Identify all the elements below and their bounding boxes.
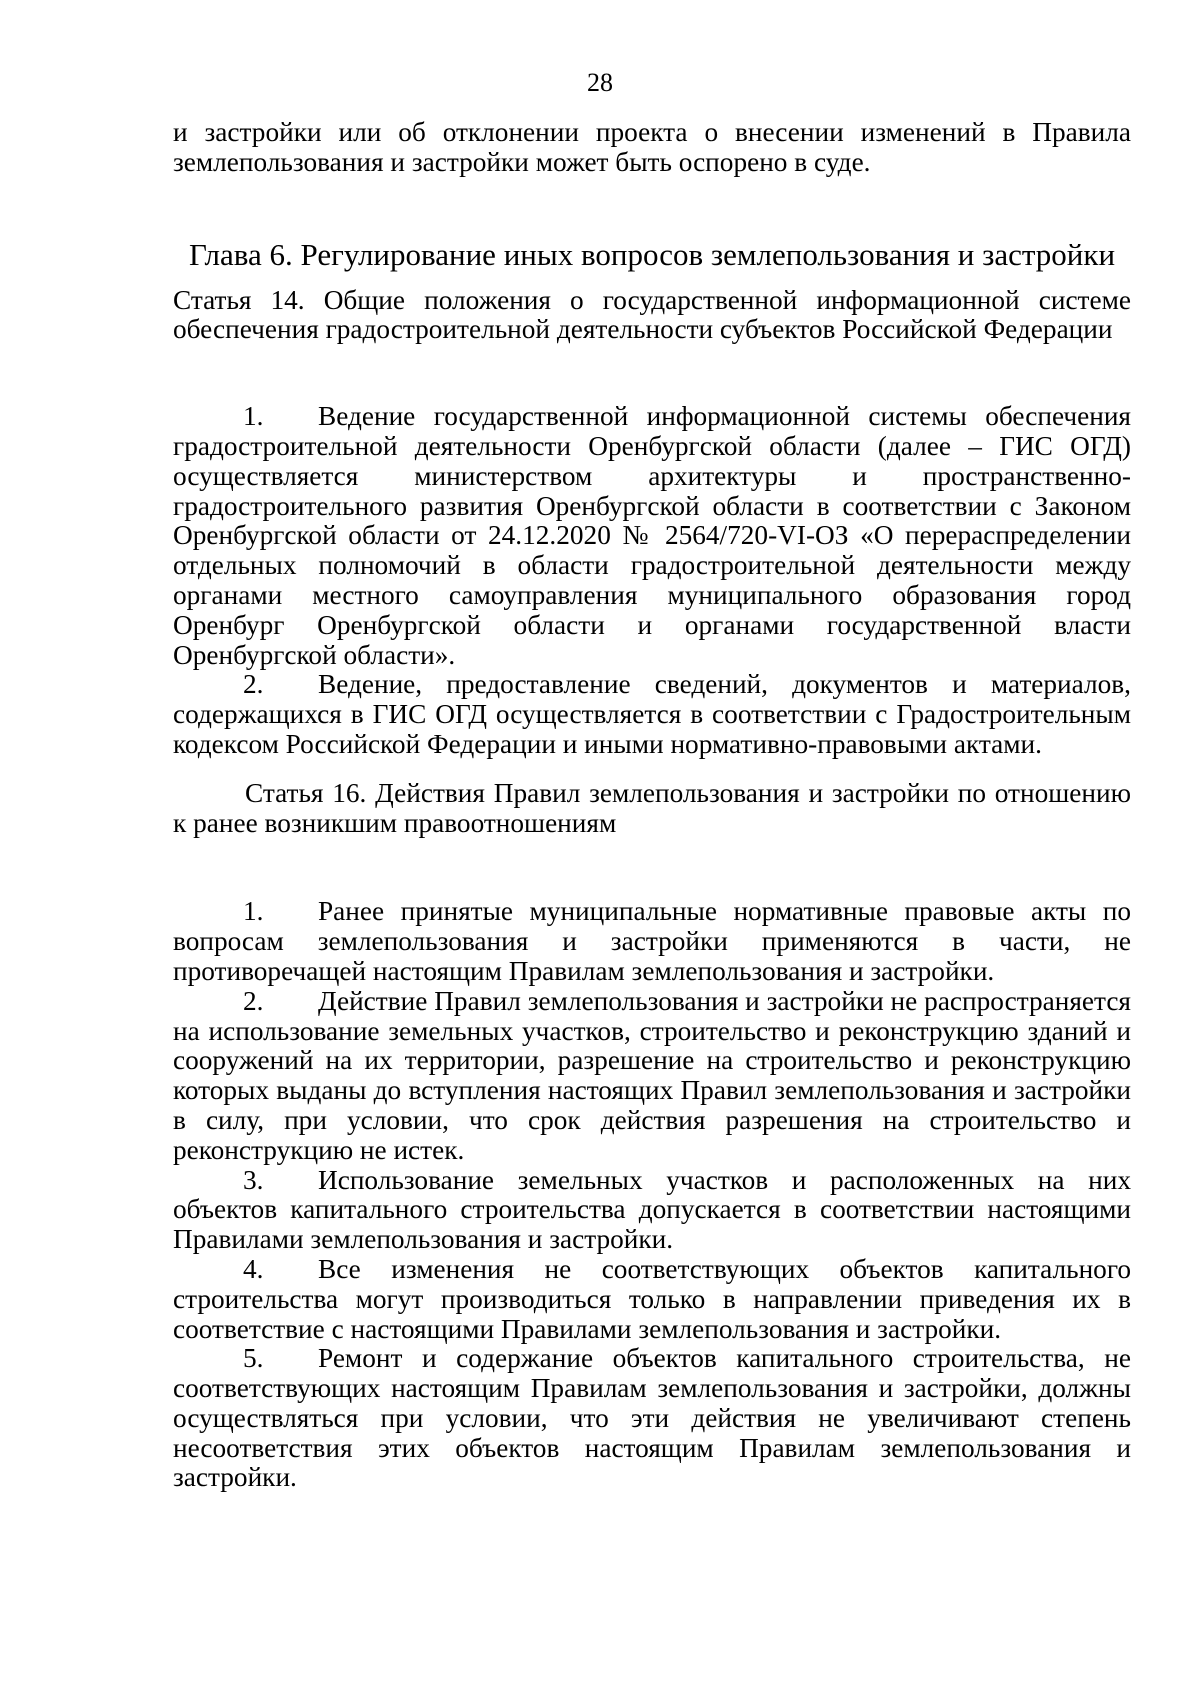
list-item-number: 1. [243, 401, 264, 432]
chapter-heading: Глава 6. Регулирование иных вопросов землепользования и застройки [188, 236, 1116, 272]
list-item-text: Ведение государственной информационной системы обеспечения градостроительной деятельности Оренбургской области (далее – ГИС ОГД) осуществляется министерством архитектуры и пространственно-градостроительного развития Оренбургской области в соответствии с Законом Оренбургской области от 24.12.2020 № 2564/720-VI-ОЗ «О перераспределении отдельных полномочий в области градостроительной деятельности между органами местного самоуправления муниципального образования город Оренбург Оренбургской области и органами государственной власти Оренбургской области». [173, 401, 1131, 670]
list-item [173, 987, 1131, 1166]
list-item [173, 1255, 1131, 1344]
list-item [173, 1166, 1131, 1255]
list-item-number: 2. [243, 669, 264, 700]
intro-paragraph: и застройки или об отклонении проекта о внесении изменений в Правила землепользования и застройки может быть оспорено в суде. [173, 117, 1131, 177]
list-item [173, 402, 1131, 670]
article-16-list [173, 897, 1131, 1493]
list-item [173, 670, 1131, 759]
list-item-text: Действие Правил землепользования и застройки не распространяется на использование земельных участков, строительство и реконструкцию зданий и сооружений на их территории, разрешение на строительство и реконструкцию которых выданы до вступления настоящих Правил землепользования и застройки в силу, при условии, что срок действия разрешения на строительство и реконструкцию не истек. [173, 985, 1131, 1165]
list-item-number: 5. [243, 1343, 264, 1374]
list-item-text: Ранее принятые муниципальные нормативные правовые акты по вопросам землепользования и застройки применяются в части, не противоречащей настоящим Правилам землепользования и застройки. [173, 896, 1131, 986]
list-item-text: Ремонт и содержание объектов капитального строительства, не соответствующих настоящим Правилам землепользования и застройки, должны осуществляться при условии, что эти действия не увеличивают степень несоответствия этих объектов настоящим Правилам землепользования и застройки. [173, 1343, 1131, 1493]
list-item [173, 897, 1131, 986]
list-item-text: Ведение, предоставление сведений, документов и материалов, содержащихся в ГИС ОГД осуществляется в соответствии с Градостроительным кодексом Российской Федерации и иными нормативно-правовыми актами. [173, 669, 1131, 759]
list-item-number: 3. [243, 1164, 264, 1195]
list-item [173, 1344, 1131, 1493]
article-16-title: Статья 16. Действия Правил землепользования и застройки по отношению к ранее возникшим правоотношениям [173, 777, 1131, 838]
list-item-number: 1. [243, 896, 264, 927]
list-item-number: 2. [243, 985, 264, 1016]
article-14-title: Статья 14. Общие положения о государственной информационной системе обеспечения градостроительной деятельности субъектов Российской Федерации [173, 284, 1131, 345]
list-item-text: Использование земельных участков и расположенных на них объектов капитального строительства допускается в соответствии настоящими Правилами землепользования и застройки. [173, 1164, 1131, 1255]
page-number: 28 [587, 68, 613, 97]
page-content [173, 118, 1131, 1493]
list-item-number: 4. [243, 1253, 264, 1284]
list-item-text: Все изменения не соответствующих объектов капитального строительства могут производиться только в направлении приведения их в соответствие с настоящими Правилами землепользования и застройки. [173, 1253, 1131, 1344]
article-14-list [173, 402, 1131, 760]
